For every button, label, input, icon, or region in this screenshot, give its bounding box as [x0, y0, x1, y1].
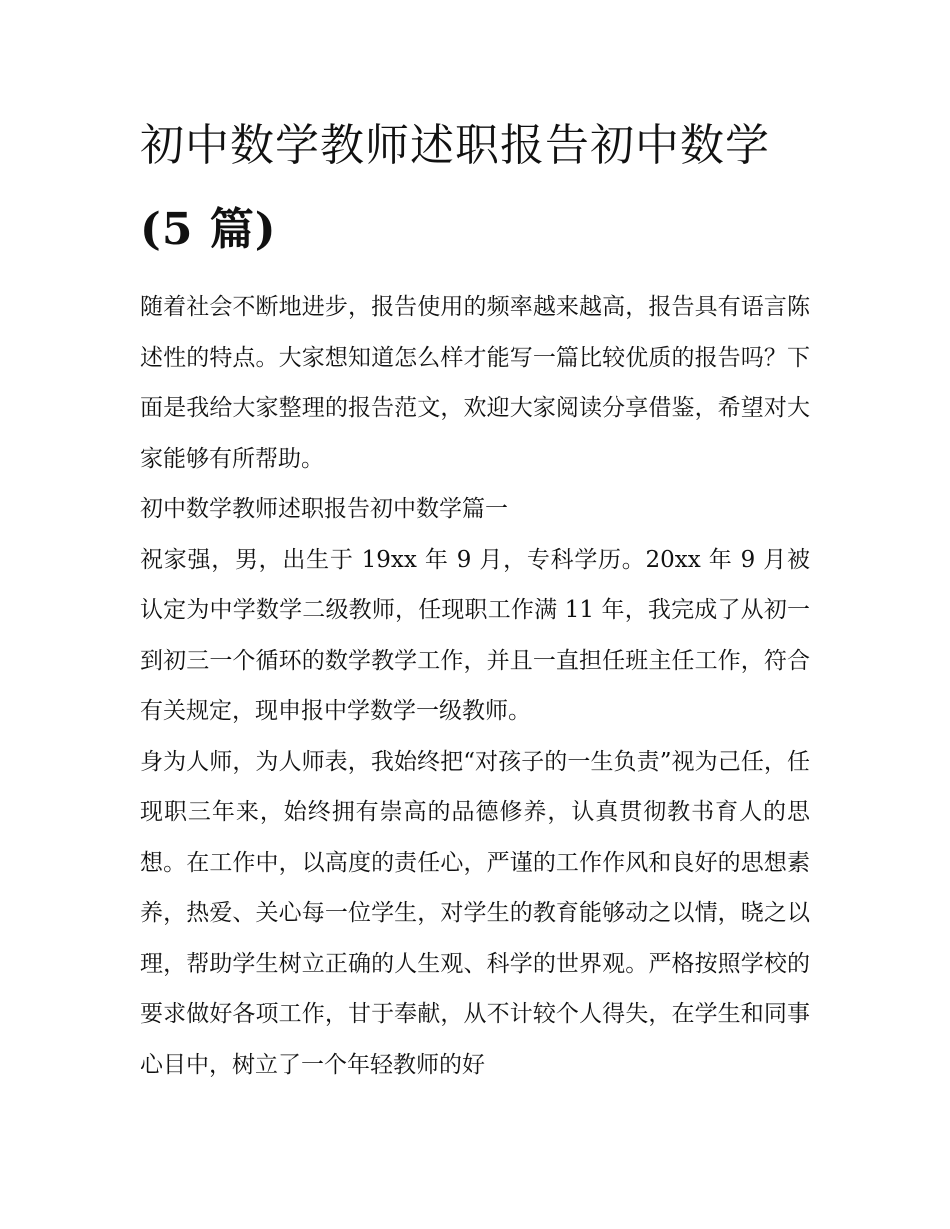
section-heading: 初中数学教师述职报告初中数学篇一: [140, 496, 508, 522]
body-paragraph-2: 身为人师，为人师表，我始终把“对孩子的一生负责”视为己任，任现职三年来，始终拥有崇高的品德修养，认真贯彻教书育人的思想。在工作中，以高度的责任心，严谨的工作作风和良好的思想素养，热爱、关心每一位学生，对学生的教育能够动之以情，晓之以理，帮助学生树立正确的人生观、科学的世界观。严格按照学校的要求做好各项工作，甘于奉献，从不计较个人得失，在学生和同事心目中，树立了一个年轻教师的好: [140, 748, 810, 1078]
document-title-suffix: (5 篇): [140, 204, 277, 255]
document-title-main: 初中数学教师述职报告初中数学: [140, 120, 770, 171]
intro-paragraph: 随着社会不断地进步，报告使用的频率越来越高，报告具有语言陈述性的特点。大家想知道怎么样才能写一篇比较优质的报告吗？下面是我给大家整理的报告范文，欢迎大家阅读分享借鉴，希望对大家能够有所帮助。: [140, 294, 810, 472]
document-body: [140, 104, 810, 1090]
document-title: [140, 104, 810, 272]
body-paragraph-1: 祝家强，男，出生于 19xx 年 9 月，专科学历。20xx 年 9 月被认定为中学数学二级教师，任现职工作满 11 年，我完成了从初一到初三一个循环的数学教学工作，并且一直担任班主任工作，符合有关规定，现申报中学数学一级教师。: [140, 546, 810, 724]
